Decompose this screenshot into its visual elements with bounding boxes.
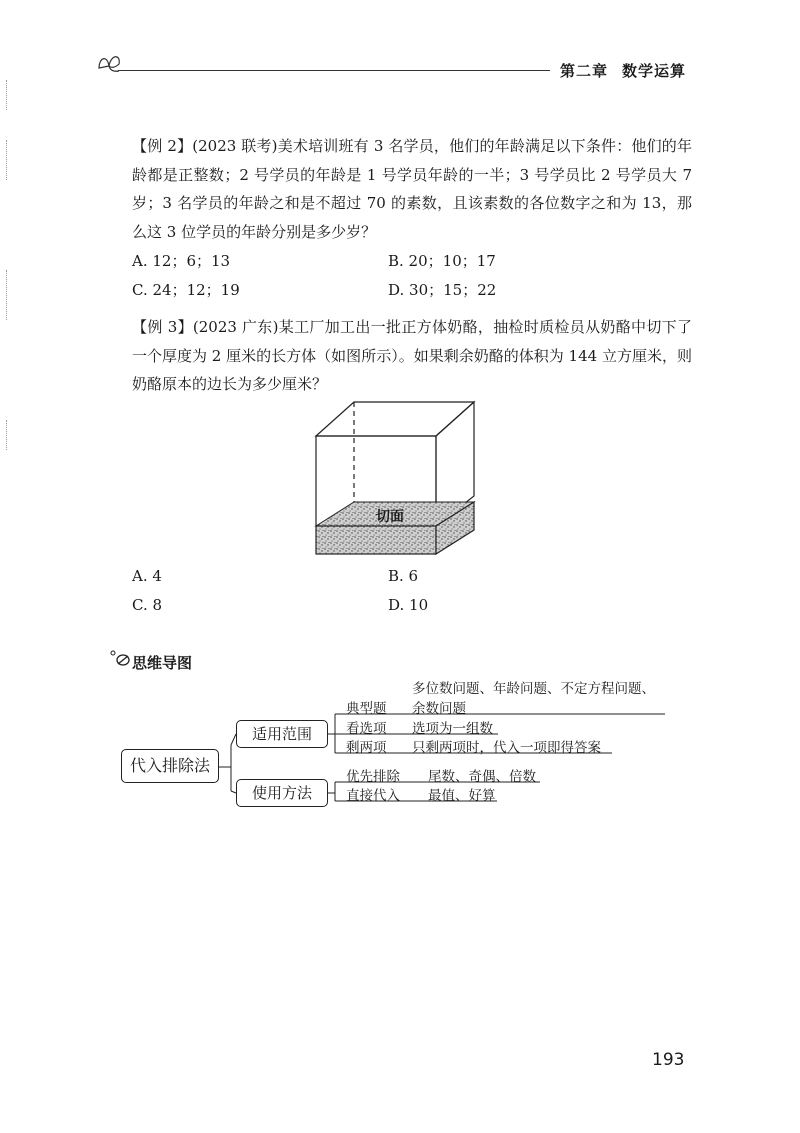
- chapter-number: 第二章: [560, 62, 609, 80]
- example-3-option-a[interactable]: A. 4: [132, 567, 162, 585]
- mindmap-title: 思维导图: [132, 654, 193, 672]
- mindmap-root-node: 代入排除法: [121, 749, 219, 783]
- example-2-option-b[interactable]: B. 20；10；17: [388, 252, 496, 270]
- page-number: 193: [652, 1050, 685, 1070]
- priority-label: 优先排除: [346, 769, 400, 785]
- typical-problems-line1: 多位数问题、年龄问题、不定方程问题、: [412, 681, 655, 697]
- remaining-desc: 只剩两项时，代入一项即得答案: [412, 740, 601, 756]
- example-3-question: 【例 3】(2023 广东)某工厂加工出一批正方体奶酪，抽检时质检员从奶酪中切下了一个厚度为 2 厘米的长方体（如图所示）。如果剩余奶酪的体积为 144 立方厘米，则奶酪原本的边长为多少厘米？: [132, 318, 692, 393]
- priority-desc: 尾数、奇偶、倍数: [428, 769, 536, 785]
- typical-label: 典型题: [346, 701, 387, 717]
- direct-desc: 最值、好算: [428, 788, 496, 804]
- example-2-option-d[interactable]: D. 30；15；22: [388, 281, 497, 299]
- options-label: 看选项: [346, 721, 387, 737]
- direct-label: 直接代入: [346, 788, 400, 804]
- chapter-title: 数学运算: [622, 62, 687, 80]
- example-2-question: 【例 2】(2023 联考)美术培训班有 3 名学员，他们的年龄满足以下条件：他们的年龄都是正整数；2 号学员的年龄是 1 号学员年龄的一半；3 号学员比 2 号学员大 7 岁；3 名学员的年龄之和是不超过 70 的素数，且该素数的各位数字之和为 13，那么这 3 位学员的年龄分别是多少岁？: [132, 137, 692, 241]
- example-3-option-c[interactable]: C. 8: [132, 596, 163, 614]
- typical-problems-line2: 余数问题: [412, 701, 466, 717]
- example-2-option-a[interactable]: A. 12；6；13: [132, 252, 231, 270]
- example-3-option-d[interactable]: D. 10: [388, 596, 429, 614]
- example-3-option-b[interactable]: B. 6: [388, 567, 419, 585]
- remaining-label: 剩两项: [346, 740, 387, 756]
- mindmap-branch-scope: 适用范围: [236, 720, 328, 748]
- options-desc: 选项为一组数: [412, 721, 493, 737]
- mindmap-branch-method: 使用方法: [236, 779, 328, 807]
- example-2-option-c[interactable]: C. 24；12；19: [132, 281, 240, 299]
- figure-label-cut-surface: 切面: [376, 509, 404, 525]
